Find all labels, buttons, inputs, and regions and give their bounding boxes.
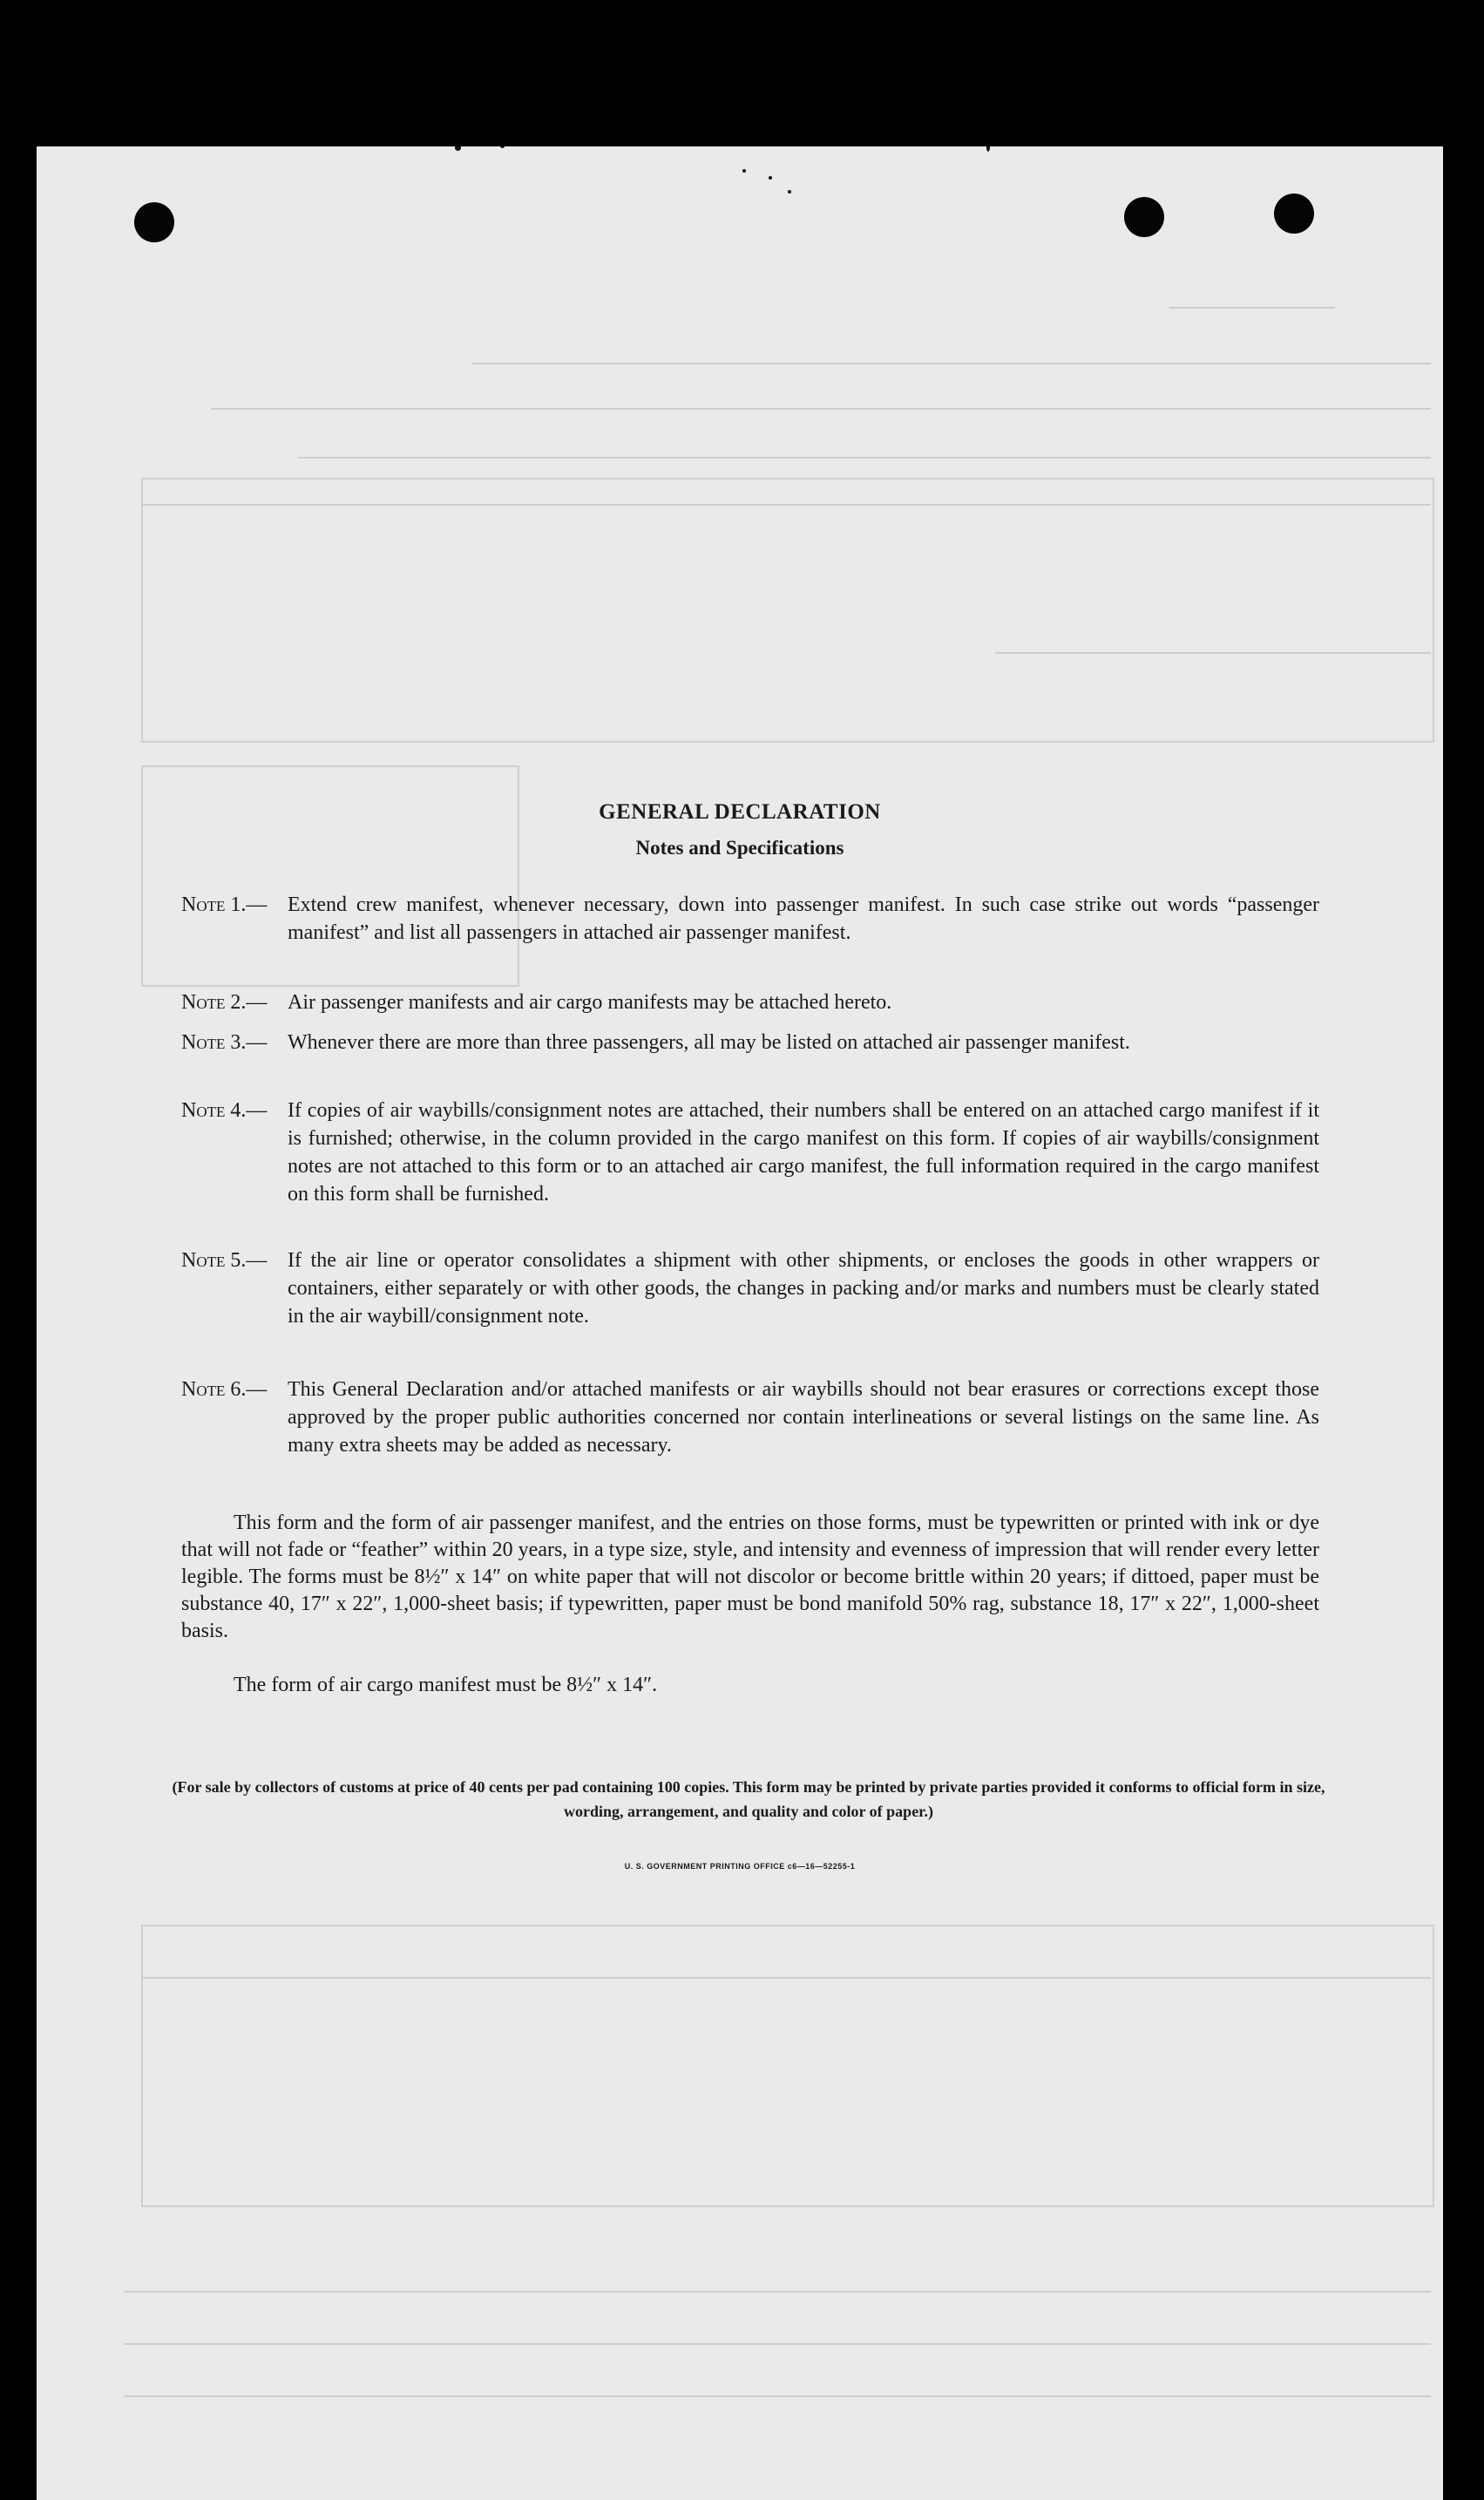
ink-speck	[986, 146, 990, 152]
bleed-through-line	[298, 457, 1431, 459]
note-text: If copies of air waybills/consignment notes are attached, their numbers shall be entered on an attached cargo manifest if it is furnished; otherwise, in the column provided in the cargo manifest on this form. If copies of air waybills/consignment notes are not attached to this form or to an attached air cargo manifest, the full information required in the cargo manifest on this form shall be furnished.	[288, 1099, 1319, 1206]
note-3: Note 3.— Whenever there are more than three passengers, all may be listed on attached air passenger manifest.	[181, 1029, 1319, 1056]
note-text: Air passenger manifests and air cargo manifests may be attached hereto.	[288, 991, 892, 1014]
punch-hole-left	[134, 202, 174, 242]
note-label: Note 5.	[181, 1249, 247, 1272]
ink-speck	[742, 169, 746, 173]
punch-hole-right-2	[1274, 194, 1314, 234]
bleed-through-itinerary-table	[141, 478, 1434, 743]
bleed-through-line	[141, 1977, 1431, 1979]
ink-speck	[500, 146, 505, 148]
bleed-through-official-box	[141, 765, 519, 987]
bleed-through-line	[995, 652, 1431, 654]
note-4: Note 4.— If copies of air waybills/consignment notes are attached, their numbers shall be entered on an attached cargo manifest if it is furnished; otherwise, in the column provided in the cargo manifest on this form. If copies of air waybills/consignment notes are not attached to this form or to an attached air cargo manifest, the full information required in the cargo manifest on this form shall be furnished.	[181, 1097, 1319, 1208]
cargo-form-size-line: The form of air cargo manifest must be 8½″ x 14″.	[234, 1674, 658, 1696]
ink-speck	[455, 146, 461, 151]
bleed-through-line	[124, 2291, 1431, 2293]
note-label: Note 1.	[181, 893, 247, 916]
form-specification-paragraph: This form and the form of air passenger manifest, and the entries on those forms, must be typewritten or printed with ink or dye that will not fade or “feather” within 20 years, in a type size, style, and intensity and evenness of impression that will render every letter legible. The forms must be 8½″ x 14″ on white paper that will not discolor or become brittle within 20 years; if dittoed, paper must be substance 40, 17″ x 22″, 1,000-sheet basis; if typewritten, paper must be bond manifold 50% rag, substance 18, 17″ x 22″, 1,000-sheet basis.	[181, 1512, 1319, 1642]
bleed-through-line	[211, 408, 1431, 410]
note-label: Note 2.	[181, 991, 247, 1014]
note-label: Note 3.	[181, 1031, 247, 1054]
bleed-through-line	[124, 2395, 1431, 2397]
bleed-through-cargo-table	[141, 1925, 1434, 2207]
ink-speck	[788, 190, 791, 194]
printer-imprint: U. S. GOVERNMENT PRINTING OFFICE c6—16—52255-1	[624, 1862, 856, 1871]
ink-speck	[769, 176, 772, 180]
bleed-through-line	[1169, 307, 1335, 309]
punch-hole-right-1	[1124, 197, 1164, 237]
note-text: This General Declaration and/or attached manifests or air waybills should not bear erasures or corrections except those approved by the proper public authorities concerned nor contain interlineations or several listings on the same line. As many extra sheets may be added as necessary.	[288, 1378, 1319, 1457]
document-page	[37, 146, 1443, 2500]
note-5: Note 5.— If the air line or operator consolidates a shipment with other shipments, or encloses the goods in other wrappers or containers, either separately or with other goods, the changes in packing and/or marks and numbers must be clearly stated in the air waybill/consignment note.	[181, 1247, 1319, 1330]
note-label: Note 6.	[181, 1378, 247, 1401]
bleed-through-line	[472, 363, 1431, 364]
note-text: Whenever there are more than three passengers, all may be listed on attached air passenger manifest.	[288, 1031, 1130, 1054]
note-text: Extend crew manifest, whenever necessary, down into passenger manifest. In such case strike out words “passenger manifest” and list all passengers in attached air passenger manifest.	[288, 893, 1319, 944]
document-subtitle: Notes and Specifications	[635, 837, 844, 859]
note-6: Note 6.— This General Declaration and/or attached manifests or air waybills should not bear erasures or corrections except those approved by the proper public authorities concerned nor contain interlineations or several listings on the same line. As many extra sheets may be added as necessary.	[181, 1376, 1319, 1459]
note-2: Note 2.— Air passenger manifests and air cargo manifests may be attached hereto.	[181, 988, 1319, 1016]
note-label: Note 4.	[181, 1099, 247, 1122]
sale-notice: (For sale by collectors of customs at price of 40 cents per pad containing 100 copies. This form may be printed by private parties provided it conforms to official form in size, wording, arrangement, and quality and color of paper.)	[172, 1778, 1325, 1820]
bleed-through-line	[141, 504, 1431, 506]
note-text: If the air line or operator consolidates a shipment with other shipments, or encloses the goods in other wrappers or containers, either separately or with other goods, the changes in packing and/or marks and numbers must be clearly stated in the air waybill/consignment note.	[288, 1249, 1319, 1328]
document-title: GENERAL DECLARATION	[599, 800, 881, 824]
note-1: Note 1.— Extend crew manifest, whenever necessary, down into passenger manifest. In such case strike out words “passenger manifest” and list all passengers in attached air passenger manifest.	[181, 891, 1319, 947]
bleed-through-line	[124, 2343, 1431, 2345]
